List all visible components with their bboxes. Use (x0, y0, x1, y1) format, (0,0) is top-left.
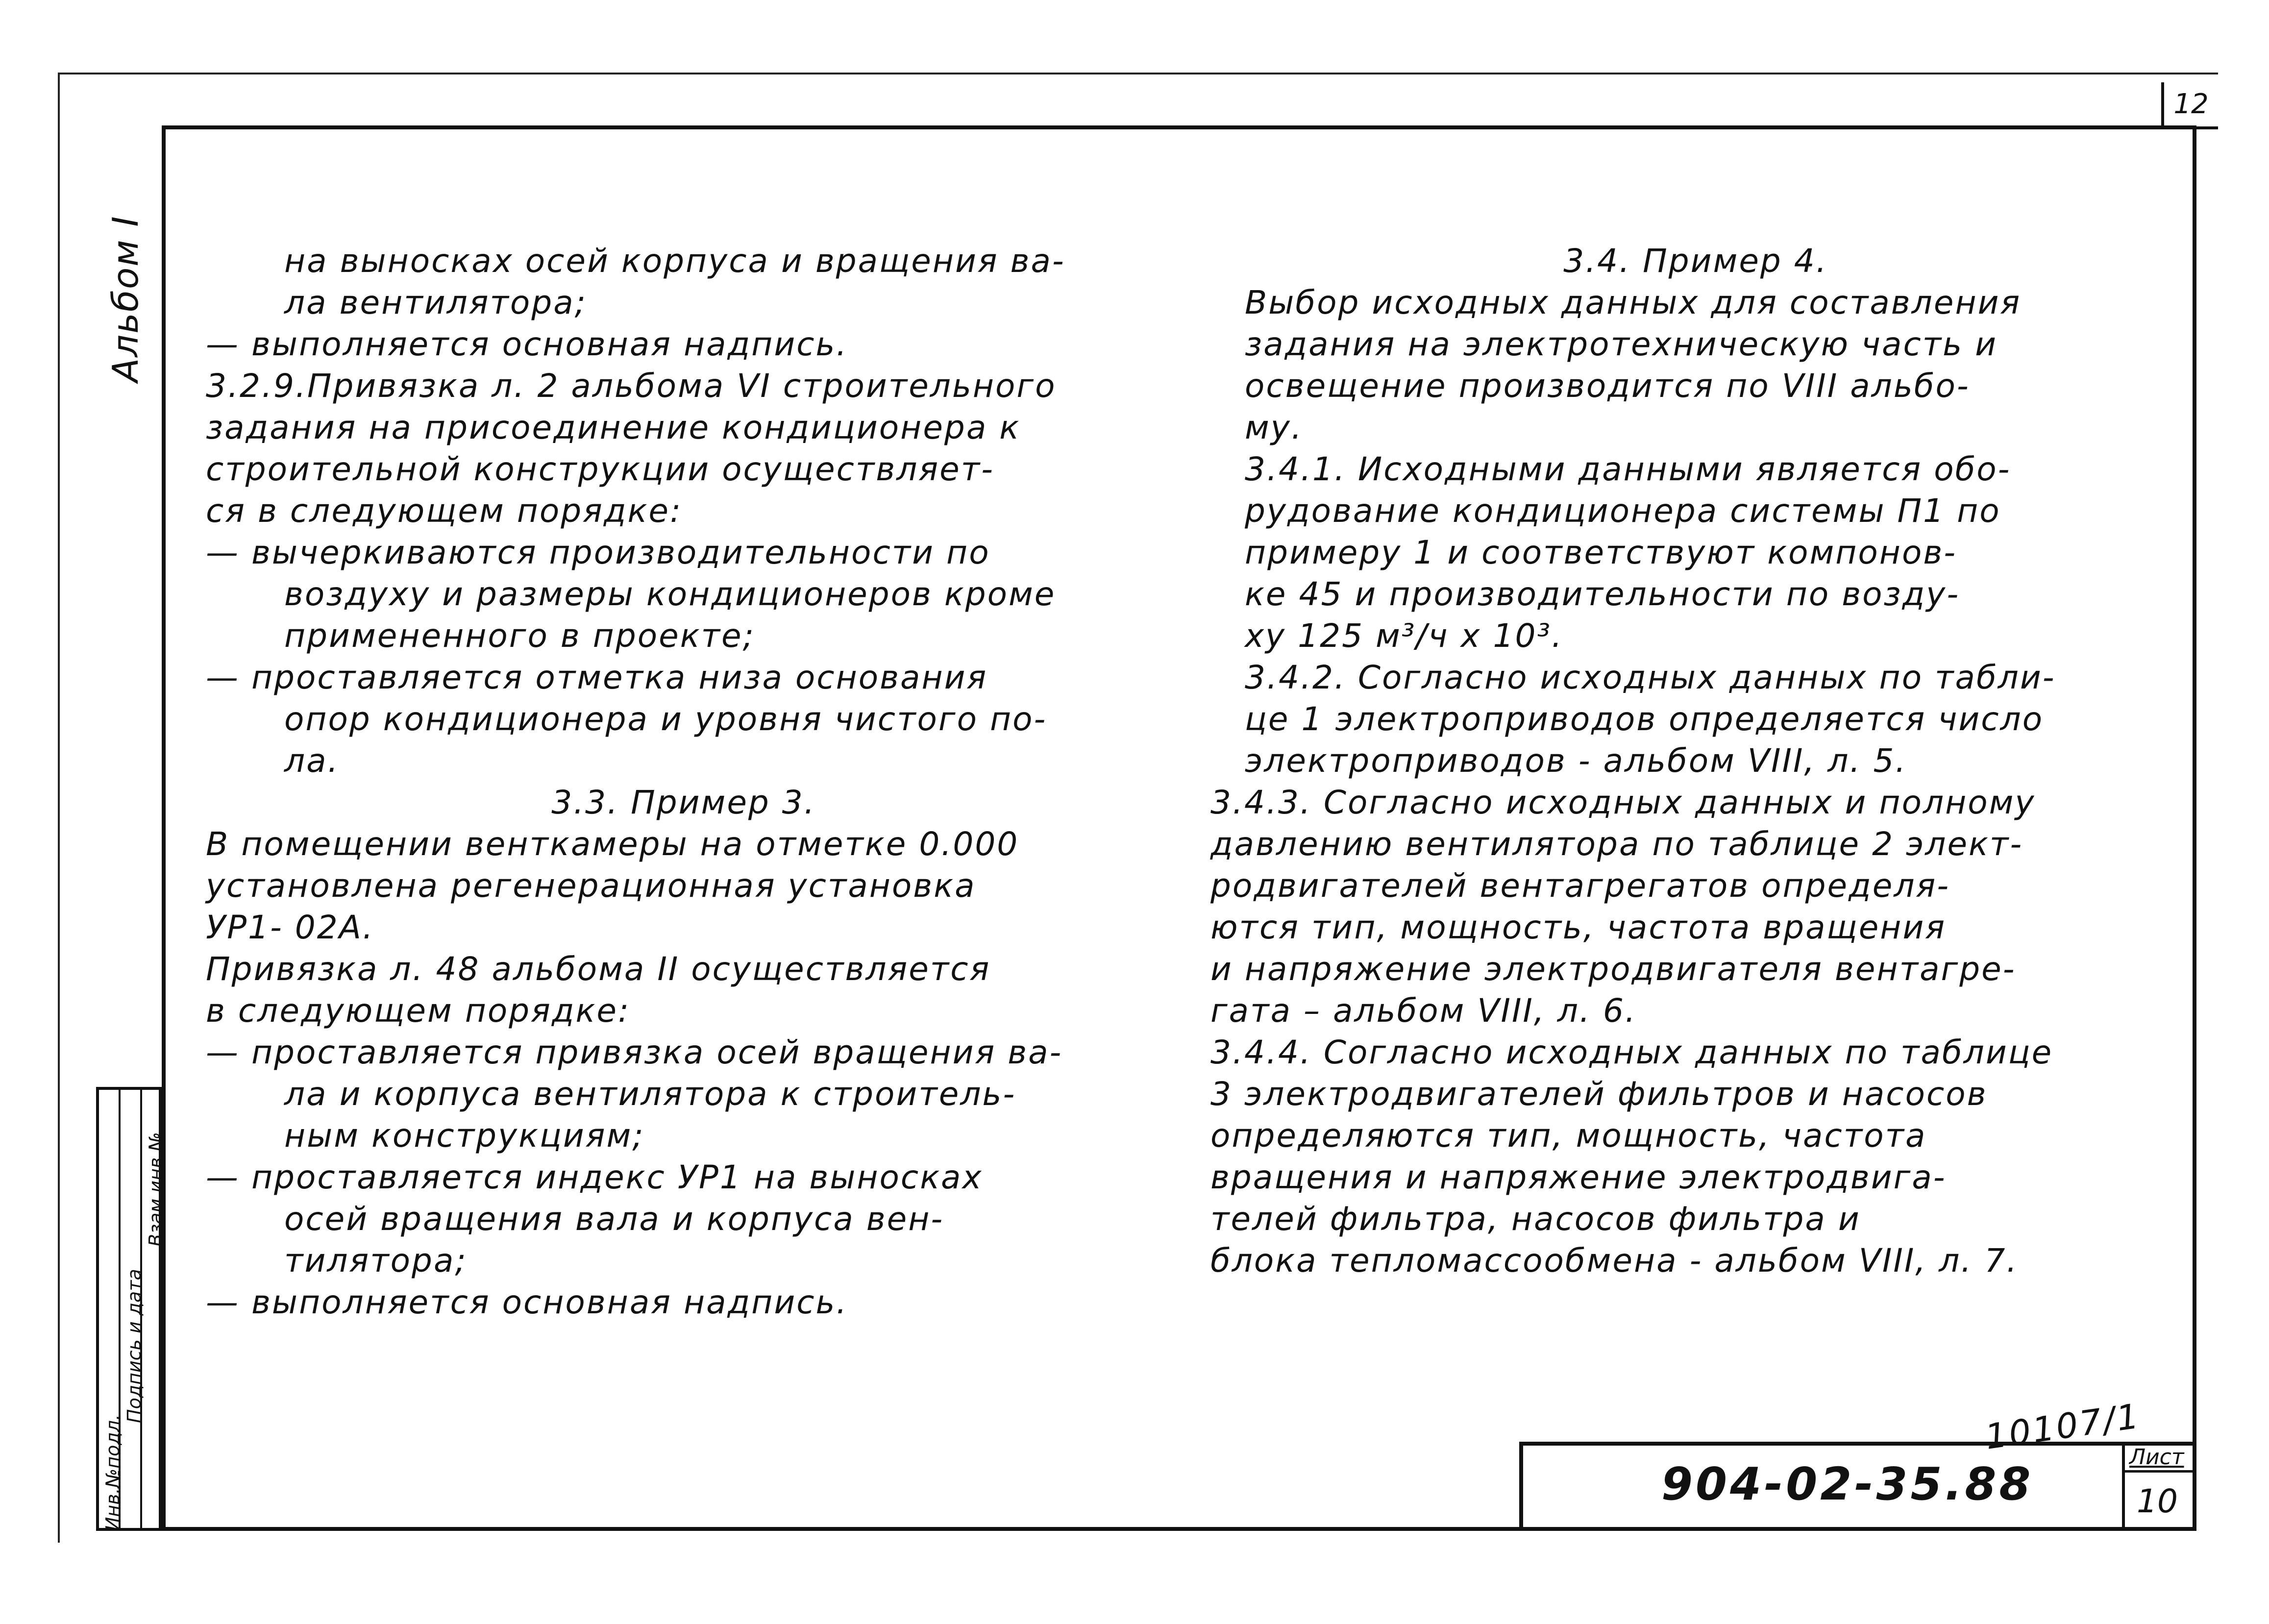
text-line: установлена регенерационная установка (206, 867, 976, 905)
order-number: 10107/1 (1982, 1396, 2143, 1457)
text-line: воздуху и размеры кондиционеров кроме (284, 575, 1056, 613)
text-line: — выполняется основная надпись. (206, 1283, 848, 1321)
side-stamp (96, 1087, 167, 1531)
text-line: 3.4.1. Исходными данными является обо- (1245, 450, 2011, 488)
text-line: 3.4.3. Согласно исходных данных и полному (1210, 784, 2036, 821)
stamp-label-replace: Взам.инв.№ (145, 1132, 167, 1247)
document-code: 904-02-35.88 (1661, 1458, 2034, 1510)
text-line: 3 электродвигателей фильтров и насосов (1210, 1075, 1988, 1113)
text-line: ла и корпуса вентилятора к строитель- (284, 1075, 1016, 1113)
text-line: примененного в проекте; (284, 617, 755, 655)
text-line: гата – альбом VIII, л. 6. (1210, 992, 1637, 1030)
text-line: электроприводов - альбом VIII, л. 5. (1245, 742, 1907, 780)
stamp-label-inv: Инв.№подл. (102, 1414, 123, 1531)
right-column (1210, 240, 2181, 1281)
text-line: осей вращения вала и корпуса вен- (284, 1200, 944, 1238)
text-line: телей фильтра, насосов фильтра и (1210, 1200, 1861, 1238)
text-line: му. (1245, 409, 1303, 446)
text-line: вращения и напряжение электродвига- (1210, 1158, 1947, 1196)
text-line: давлению вентилятора по таблице 2 элект- (1210, 825, 2023, 863)
sheet-number: 10 (2137, 1482, 2178, 1520)
text-line: УР1- 02А. (206, 909, 374, 946)
text-line: ла. (284, 742, 340, 780)
text-line: це 1 электроприводов определяется число (1245, 700, 2044, 738)
sheet-label: Лист (2129, 1445, 2184, 1470)
text-line: задания на присоединение кондиционера к (206, 409, 1021, 446)
text-line: 3.4.2. Согласно исходных данных по табли- (1245, 659, 2056, 696)
text-line: примеру 1 и соответствуют компонов- (1245, 534, 1957, 571)
text-line: — вычеркиваются производительности по (206, 534, 990, 571)
text-line: освещение производится по VIII альбо- (1245, 367, 1970, 405)
text-line: родвигателей вентагрегатов определя- (1210, 867, 1950, 905)
text-line: в следующем порядке: (206, 992, 631, 1030)
text-line: блока тепломассообмена - альбом VIII, л. 7. (1210, 1242, 2019, 1280)
text-line: и напряжение электродвигателя вентагре- (1210, 950, 2016, 988)
text-line: опор кондиционера и уровня чистого по- (284, 700, 1047, 738)
left-column (206, 240, 1161, 1323)
text-line: ла вентилятора; (284, 284, 587, 321)
text-line: 3.4.4. Согласно исходных данных по таблице (1210, 1033, 2053, 1071)
text-line: задания на электротехническую часть и (1245, 325, 1998, 363)
text-line: — проставляется привязка осей вращения ва- (206, 1033, 1063, 1071)
sheet-box-divider (2122, 1470, 2196, 1473)
text-line: ху 125 м³/ч х 10³. (1245, 617, 1563, 655)
text-line: 3.2.9.Привязка л. 2 альбома VI строительного (206, 367, 1057, 405)
text-line: — выполняется основная надпись. (206, 325, 848, 363)
text-line: тилятора; (284, 1242, 468, 1280)
section-heading: 3.3. Пример 3. (551, 784, 816, 821)
text-line: ным конструкциям; (284, 1117, 645, 1155)
text-line: — проставляется отметка низа основания (206, 659, 988, 696)
text-line: Привязка л. 48 альбома II осуществляется (206, 950, 991, 988)
page-number: 12 (2161, 82, 2218, 129)
stamp-label-sign: Подпись и дата (123, 1269, 145, 1423)
album-label: Альбом I (105, 215, 146, 382)
text-line: определяются тип, мощность, частота (1210, 1117, 1927, 1155)
text-line: В помещении венткамеры на отметке 0.000 (206, 825, 1019, 863)
text-line: на выносках осей корпуса и вращения ва- (284, 242, 1065, 280)
text-line: ке 45 и производительности по возду- (1245, 575, 1960, 613)
text-line: ются тип, мощность, частота вращения (1210, 909, 1947, 946)
text-line: — проставляется индекс УР1 на выносках (206, 1158, 983, 1196)
text-line: ся в следующем порядке: (206, 492, 683, 530)
text-line: строительной конструкции осуществляет- (206, 450, 994, 488)
section-heading: 3.4. Пример 4. (1563, 242, 1828, 280)
text-line: Выбор исходных данных для составления (1245, 284, 2022, 321)
text-line: рудование кондиционера системы П1 по (1245, 492, 2001, 530)
